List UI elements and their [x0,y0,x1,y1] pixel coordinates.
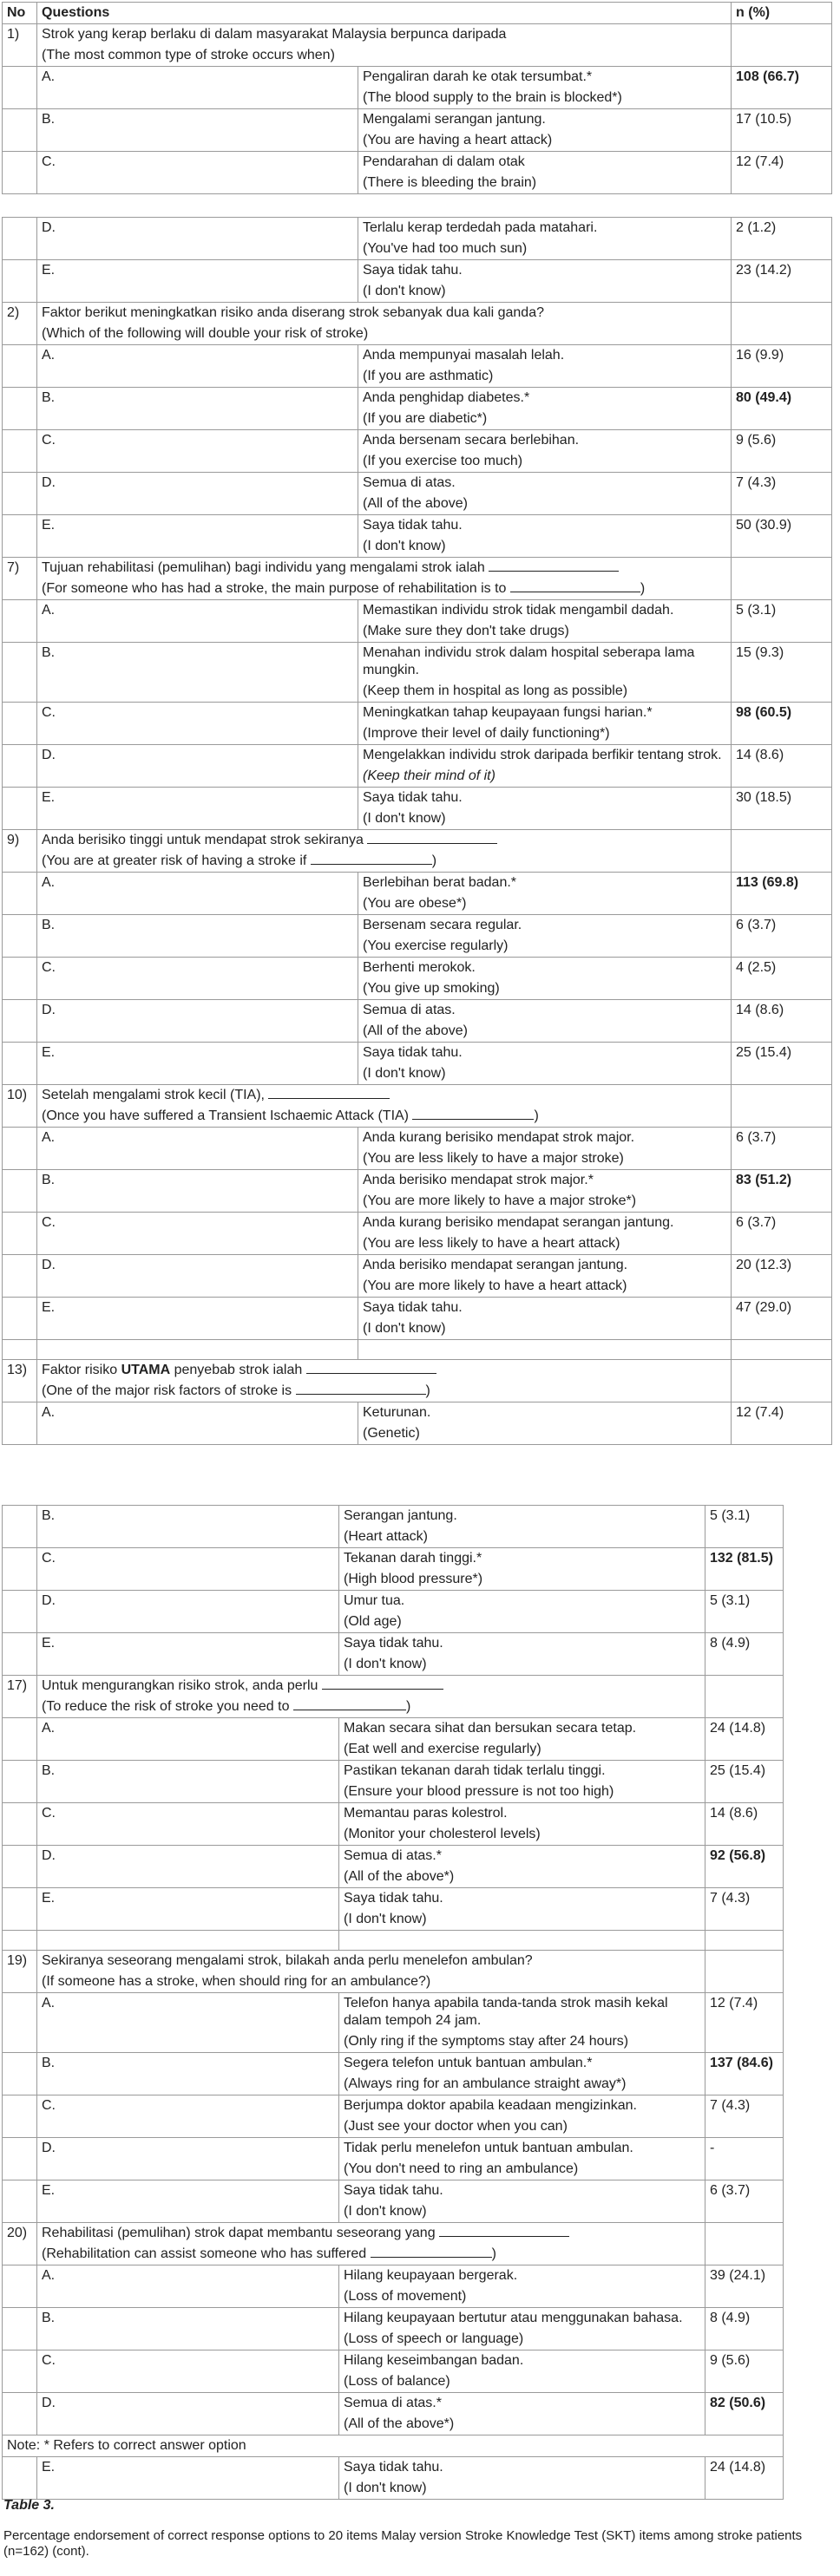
option-english: (Only ring if the symptoms stay after 24 hours) [339,2031,705,2053]
answer-blank [296,1383,426,1395]
option-english: (I don't know) [339,2201,705,2223]
question-english: (To reduce the risk of stroke you need to [42,1699,290,1714]
question-malay: Strok yang kerap berlaku di dalam masyarakat Malaysia berpunca daripada [37,24,732,46]
option-letter: A. [37,1993,339,2032]
option-english: (I don't know) [358,1318,732,1340]
option-letter: A. [37,1402,358,1424]
option-malay: Memastikan individu strok tidak mengambil dadah. [358,600,732,622]
question-number: 7) [3,558,37,579]
option-english: (You've had too much sun) [358,239,732,260]
option-english: (Loss of speech or language) [339,2329,705,2350]
question-malay: Untuk mengurangkan risiko strok, anda perlu [42,1678,318,1693]
table-part-3: B. Serangan jantung. 5 (3.1) (Heart attack) C. Tekanan darah tinggi.* 132 (81.5) (High blood pressure*) D. Umur tua. 5 (3.1) (Old age) E. Saya tidak tahu. 8 (4.9) (I don't know) 17) Untuk mengurangkan risiko strok, anda perlu (To reduce the risk of stroke you need to ) A. Makan secara sihat dan bersukan secara tetap. 24 (14.8) (Eat well and exercise regularly) B. Pastikan tekanan darah tidak terlalu tinggi. 25 (15.4) (Ensure your blood pressure is not too high) C. Memantau paras kolestrol. 14 (8.6) (Monitor your cholesterol levels) D. Semua di atas.* 92 (56.8) (All of the above*) E. Saya tidak tahu. 7 (4.3) (I don't know) 19) Sekiranya seseorang mengalami strok, bilakah anda perlu menelefon ambulan? (If someone has a stroke, when should ring for an ambulance?) A. Telefon hanya apabila tanda-tanda strok masih kekal dalam tempoh 24 jam. 12 (7.4) (Only ring if the symptoms stay after 24 hours) B. Segera telefon untuk bantuan ambulan.* 137 (84.6) (Always ring for an ambulance straight away*) C. Berjumpa doktor apabila keadaan mengizinkan. 7 (4.3) (Just see your doctor when you can) D. Tidak perlu menelefon untuk bantuan ambulan. - (You don't need to ring an ambulance) E. Saya tidak tahu. 6 (3.7) (I don't know) 20) Rehabilitasi (pemulihan) strok dapat membantu seseorang yang (Rehabilitation can assist someone who has suffered ) A. Hilang keupayaan bergerak. 39 (24.1) (Loss of movement) B. Hilang keupayaan bertutur atau menggunakan bahasa. 8 (4.9) (Loss of speech or language) C. Hilang keseimbangan badan. 9 (5.6) (Loss of balance) D. Semua di atas.* 82 (50.6) (All of the above*) Note: * Refers to correct answer option E. Saya tidak tahu. 24 (14.8) (I don't know) [2,1505,784,2500]
option-count: 132 (81.5) [705,1548,784,1570]
option-malay: Anda mempunyai masalah lelah. [358,345,732,367]
question-row [3,303,832,324]
option-row [3,1548,784,1570]
option-letter: D. [37,2138,339,2160]
option-malay: Meningkatkan tahap keupayaan fungsi harian.* [358,703,732,724]
option-letter: A. [37,2265,339,2287]
option-malay: Semua di atas.* [339,1846,705,1867]
option-count: 6 (3.7) [732,1213,832,1234]
option-count: 12 (7.4) [732,152,832,173]
option-letter: A. [37,600,358,622]
option-row [3,958,832,979]
option-malay: Semua di atas. [358,1000,732,1022]
question-row [3,1951,784,1972]
option-english: (You are obese*) [358,893,732,915]
option-letter: B. [37,915,358,937]
option-count: 14 (8.6) [732,1000,832,1022]
option-count: 25 (15.4) [732,1043,832,1064]
option-count: 20 (12.3) [732,1255,832,1277]
option-row [3,1761,784,1782]
option-row [3,703,832,724]
option-row [3,2053,784,2075]
option-count: 4 (2.5) [732,958,832,979]
option-letter: C. [37,1548,339,1570]
question-row [3,558,832,579]
question-number: 1) [3,24,37,46]
option-letter: B. [37,1506,339,1527]
option-malay: Anda bersenam secara berlebihan. [358,430,732,452]
option-english: (I don't know) [339,2478,705,2500]
option-count: 39 (24.1) [705,2265,784,2287]
option-letter: E. [37,515,358,537]
answer-blank [322,1678,443,1690]
option-row [3,345,832,367]
option-row [3,2308,784,2330]
option-count: 30 (18.5) [732,788,832,809]
option-english: (I don't know) [358,808,732,830]
option-malay: Hilang keupayaan bertutur atau menggunakan bahasa. [339,2308,705,2330]
question-english: (Which of the following will double your risk of stroke) [37,324,732,345]
option-row [3,430,832,452]
option-malay: Bersenam secara regular. [358,915,732,937]
question-number: 10) [3,1085,37,1107]
question-row [3,24,832,46]
option-english: (If you exercise too much) [358,451,732,473]
option-malay: Saya tidak tahu. [339,1888,705,1910]
header-n: n (%) [732,3,832,24]
answer-blank [306,1363,436,1374]
option-english: (Eat well and exercise regularly) [339,1739,705,1761]
option-row [3,1128,832,1149]
option-row [3,1718,784,1740]
header-questions: Questions [37,3,732,24]
option-row [3,1170,832,1192]
option-letter: E. [37,260,358,282]
option-count: 5 (3.1) [705,1591,784,1612]
option-count: 6 (3.7) [732,915,832,937]
option-count: 15 (9.3) [732,643,832,682]
option-english: (You are having a heart attack) [358,130,732,152]
option-row [3,1888,784,1910]
option-english: (High blood pressure*) [339,1569,705,1591]
option-letter: A. [37,67,358,88]
option-malay: Memantau paras kolestrol. [339,1803,705,1825]
question-row [3,830,832,852]
option-malay: Saya tidak tahu. [358,1298,732,1319]
option-malay: Hilang keupayaan bergerak. [339,2265,705,2287]
option-english: (Old age) [339,1612,705,1633]
option-row [3,1213,832,1234]
option-count: 16 (9.9) [732,345,832,367]
option-malay: Semua di atas. [358,473,732,494]
option-letter: C. [37,152,358,173]
option-english: (I don't know) [358,536,732,558]
option-count: 6 (3.7) [705,2180,784,2202]
option-count: 108 (66.7) [732,67,832,88]
option-row [3,745,832,767]
option-letter: D. [37,2393,339,2415]
option-row [3,643,832,682]
option-english: (Monitor your cholesterol levels) [339,1824,705,1846]
option-english: (Ensure your blood pressure is not too high) [339,1782,705,1803]
question-english: (If someone has a stroke, when should ring for an ambulance?) [37,1971,705,1993]
option-letter: D. [37,1255,358,1277]
option-row [3,2095,784,2117]
option-malay: Saya tidak tahu. [358,1043,732,1064]
answer-blank [510,581,640,592]
option-english: (Keep their mind of it) [358,766,732,788]
option-english: (Genetic) [358,1423,732,1445]
option-count: 50 (30.9) [732,515,832,537]
option-english: (I don't know) [339,1909,705,1931]
option-row [3,2350,784,2372]
option-letter: B. [37,109,358,131]
option-english: (You are more likely to have a heart attack) [358,1276,732,1298]
option-malay: Anda kurang berisiko mendapat strok major. [358,1128,732,1149]
option-count: 82 (50.6) [705,2393,784,2415]
option-malay: Berhenti merokok. [358,958,732,979]
option-malay: Saya tidak tahu. [358,515,732,537]
option-count: 7 (4.3) [705,1888,784,1910]
option-letter: E. [37,1888,339,1910]
option-english: (I don't know) [358,1063,732,1085]
option-count: 8 (4.9) [705,2308,784,2330]
option-malay: Makan secara sihat dan bersukan secara tetap. [339,1718,705,1740]
question-malay: Setelah mengalami strok kecil (TIA), [42,1088,265,1102]
option-count: 14 (8.6) [705,1803,784,1825]
option-letter: E. [37,1298,358,1319]
option-english: (Just see your doctor when you can) [339,2116,705,2138]
option-row [3,388,832,409]
option-row [3,2265,784,2287]
option-english: (Improve their level of daily functioning*) [358,723,732,745]
option-count: 17 (10.5) [732,109,832,131]
answer-blank [439,2226,569,2237]
table-caption-title: Table 3. [3,2498,55,2513]
option-row [3,1846,784,1867]
question-english: (Rehabilitation can assist someone who has suffered [42,2246,367,2261]
option-malay: Anda penghidap diabetes.* [358,388,732,409]
option-row [3,1402,832,1424]
table-part-1 [2,2,832,194]
option-malay: Saya tidak tahu. [339,2457,705,2479]
option-malay: Saya tidak tahu. [358,788,732,809]
option-row [3,152,832,173]
option-malay: Keturunan. [358,1402,732,1424]
option-english: (You are more likely to have a major stroke*) [358,1191,732,1213]
option-count: 14 (8.6) [732,745,832,767]
question-malay: Tujuan rehabilitasi (pemulihan) bagi individu yang mengalami strok ialah [42,560,485,575]
option-malay: Mengelakkan individu strok daripada berfikir tentang strok. [358,745,732,767]
option-letter: D. [37,1000,358,1022]
question-malay: Anda berisiko tinggi untuk mendapat strok sekiranya [42,833,364,847]
option-count: 25 (15.4) [705,1761,784,1782]
option-letter: A. [37,1718,339,1740]
option-letter: E. [37,788,358,809]
question-number: 19) [3,1951,37,1972]
option-english: (Loss of movement) [339,2286,705,2308]
option-row [3,515,832,537]
option-row [3,1591,784,1612]
option-count: 92 (56.8) [705,1846,784,1867]
option-row [3,788,832,809]
option-malay: Tidak perlu menelefon untuk bantuan ambulan. [339,2138,705,2160]
option-malay: Serangan jantung. [339,1506,705,1527]
option-letter: B. [37,1761,339,1782]
option-letter: C. [37,2350,339,2372]
option-count: 7 (4.3) [705,2095,784,2117]
answer-blank [268,1088,390,1099]
option-count: 9 (5.6) [705,2350,784,2372]
option-english: (All of the above) [358,494,732,515]
option-malay: Saya tidak tahu. [358,260,732,282]
question-number: 20) [3,2223,37,2245]
option-malay: Anda berisiko mendapat serangan jantung. [358,1255,732,1277]
option-letter: D. [37,473,358,494]
option-letter: A. [37,873,358,894]
option-row [3,2457,784,2479]
option-letter: C. [37,1213,358,1234]
emphasis-text: UTAMA [121,1363,171,1377]
option-letter: B. [37,1170,358,1192]
question-number: 17) [3,1676,37,1697]
option-row [3,67,832,88]
option-letter: E. [37,2457,339,2479]
option-english: (You are less likely to have a heart attack) [358,1233,732,1255]
option-letter: E. [37,1633,339,1655]
answer-blank [371,2246,492,2258]
option-row [3,218,832,239]
option-count: - [705,2138,784,2160]
option-count: 9 (5.6) [732,430,832,452]
question-malay: Rehabilitasi (pemulihan) strok dapat membantu seseorang yang [42,2226,436,2240]
option-english: (If you are asthmatic) [358,366,732,388]
note-row [3,2435,784,2457]
option-row [3,1043,832,1064]
option-letter: E. [37,1043,358,1064]
option-malay: Saya tidak tahu. [339,2180,705,2202]
option-count: 2 (1.2) [732,218,832,239]
table-note: Note: * Refers to correct answer option [3,2435,784,2457]
option-row [3,1298,832,1319]
option-count: 24 (14.8) [705,2457,784,2479]
option-row [3,260,832,282]
option-english: (I don't know) [339,1654,705,1676]
option-count: 5 (3.1) [705,1506,784,1527]
option-count: 8 (4.9) [705,1633,784,1655]
question-malay: Faktor berikut meningkatkan risiko anda diserang strok sebanyak dua kali ganda? [37,303,732,324]
option-english: (All of the above*) [339,1867,705,1888]
table-caption-text: Percentage endorsement of correct response options to 20 items Malay version Stroke Knowledge Test (SKT) items among stroke patients (n=162) (cont). [3,2528,803,2559]
option-row [3,1000,832,1022]
option-letter: C. [37,2095,339,2117]
option-row [3,1803,784,1825]
option-count: 6 (3.7) [732,1128,832,1149]
header-no: No [3,3,37,24]
question-row [3,1085,832,1107]
option-malay: Anda berisiko mendapat strok major.* [358,1170,732,1192]
option-letter: C. [37,958,358,979]
option-english: (Make sure they don't take drugs) [358,621,732,643]
option-malay: Mengalami serangan jantung. [358,109,732,131]
question-english: (The most common type of stroke occurs when) [37,45,732,67]
option-malay: Saya tidak tahu. [339,1633,705,1655]
answer-blank [489,560,619,572]
question-english: (For someone who has had a stroke, the main purpose of rehabilitation is to [42,581,507,596]
option-letter: A. [37,345,358,367]
option-count: 5 (3.1) [732,600,832,622]
question-english: (Once you have suffered a Transient Ischaemic Attack (TIA) [42,1108,410,1123]
option-letter: B. [37,2053,339,2075]
option-english: (I don't know) [358,281,732,303]
option-english: (Keep them in hospital as long as possible) [358,681,732,703]
question-number: 13) [3,1360,37,1382]
option-malay: Berlebihan berat badan.* [358,873,732,894]
option-row [3,600,832,622]
spacer-row [3,1340,832,1360]
option-english: (The blood supply to the brain is blocked*) [358,88,732,109]
option-malay: Hilang keseimbangan badan. [339,2350,705,2372]
question-english: (You are at greater risk of having a stroke if [42,853,307,868]
option-malay: Menahan individu strok dalam hospital seberapa lama mungkin. [358,643,732,682]
option-row [3,1506,784,1527]
answer-blank [311,853,432,865]
option-count: 12 (7.4) [732,1402,832,1424]
answer-blank [293,1699,406,1710]
option-malay: Semua di atas.* [339,2393,705,2415]
option-letter: C. [37,1803,339,1825]
option-letter: B. [37,643,358,682]
option-letter: B. [37,388,358,409]
option-letter: B. [37,2308,339,2330]
option-row [3,1255,832,1277]
option-letter: E. [37,2180,339,2202]
option-english: (Always ring for an ambulance straight away*) [339,2074,705,2095]
option-row [3,473,832,494]
option-count: 47 (29.0) [732,1298,832,1319]
option-count: 113 (69.8) [732,873,832,894]
option-malay: Terlalu kerap terdedah pada matahari. [358,218,732,239]
option-count: 7 (4.3) [732,473,832,494]
option-malay: Tekanan darah tinggi.* [339,1548,705,1570]
option-english: (Heart attack) [339,1527,705,1548]
question-row [3,2223,784,2245]
option-letter: D. [37,1846,339,1867]
option-row [3,2180,784,2202]
question-row: 13) Faktor risiko UTAMA penyebab strok ialah [3,1360,832,1382]
option-count: 24 (14.8) [705,1718,784,1740]
question-english: (One of the major risk factors of stroke is [42,1383,292,1398]
option-row [3,1993,784,2032]
question-number: 2) [3,303,37,324]
option-count: 98 (60.5) [732,703,832,724]
option-count: 137 (84.6) [705,2053,784,2075]
option-english: (All of the above*) [339,2414,705,2435]
option-count: 80 (49.4) [732,388,832,409]
option-letter: D. [37,745,358,767]
question-malay: Sekiranya seseorang mengalami strok, bilakah anda perlu menelefon ambulan? [37,1951,705,1972]
option-english: (If you are diabetic*) [358,409,732,430]
option-english: (You give up smoking) [358,978,732,1000]
option-english: (You exercise regularly) [358,936,732,958]
option-letter: D. [37,1591,339,1612]
option-row [3,2393,784,2415]
option-letter: A. [37,1128,358,1149]
option-malay: Telefon hanya apabila tanda-tanda strok masih kekal dalam tempoh 24 jam. [339,1993,705,2032]
option-malay: Pastikan tekanan darah tidak terlalu tinggi. [339,1761,705,1782]
option-malay: Pendarahan di dalam otak [358,152,732,173]
option-row [3,2138,784,2160]
table-header [3,3,832,24]
option-malay: Pengaliran darah ke otak tersumbat.* [358,67,732,88]
option-row [3,1633,784,1655]
option-english: (You are less likely to have a major stroke) [358,1148,732,1170]
option-malay: Anda kurang berisiko mendapat serangan jantung. [358,1213,732,1234]
option-letter: C. [37,703,358,724]
option-letter: D. [37,218,358,239]
spacer-row [3,1931,784,1951]
option-row [3,915,832,937]
option-english: (There is bleeding the brain) [358,173,732,194]
question-number: 9) [3,830,37,852]
option-count: 23 (14.2) [732,260,832,282]
table-part-2: D. Terlalu kerap terdedah pada matahari. 2 (1.2) (You've had too much sun) E. Saya tidak tahu. 23 (14.2) (I don't know) 2) Faktor berikut meningkatkan risiko anda diserang strok sebanyak dua kali ganda? (Which of the following will double your risk of stroke) A. Anda mempunyai masalah lelah. 16 (9.9) (If you are asthmatic) B. Anda penghidap diabetes.* 80 (49.4) (If you are diabetic*) C. Anda bersenam secara berlebihan. 9 (5.6) (If you exercise too much) D. Semua di atas. 7 (4.3) (All of the above) E. Saya tidak tahu. 50 (30.9) (I don't know) 7) Tujuan rehabilitasi (pemulihan) bagi individu yang mengalami strok ialah (For someone who has had a stroke, the main purpose of rehabilitation is to ) A. Memastikan individu strok tidak mengambil dadah. 5 (3.1) (Make sure they don't take drugs) B. Menahan individu strok dalam hospital seberapa lama mungkin. 15 (9.3) (Keep them in hospital as long as possible) C. Meningkatkan tahap keupayaan fungsi harian.* 98 (60.5) (Improve their level of daily functioning*) D. Mengelakkan individu strok daripada berfikir tentang strok. 14 (8.6) (Keep their mind of it) E. Saya tidak tahu. 30 (18.5) (I don't know) 9) Anda berisiko tinggi untuk mendapat strok sekiranya (You are at greater risk of having a stroke if ) A. Berlebihan berat badan.* 113 (69.8) (You are obese*) B. Bersenam secara regular. 6 (3.7) (You exercise regularly) C. Berhenti merokok. 4 (2.5) (You give up smoking) D. Semua di atas. 14 (8.6) (All of the above) E. Saya tidak tahu. 25 (15.4) (I don't know) 10) Setelah mengalami strok kecil (TIA), (Once you have suffered a Transient Ischaemic Attack (TIA) ) A. Anda kurang berisiko mendapat strok major. 6 (3.7) (You are less likely to have a major stroke) B. Anda berisiko mendapat strok major.* 83 (51.2) (You are more likely to have a major stroke*) C. Anda kurang berisiko mendapat serangan jantung. 6 (3.7) (You are less likely to have a heart attack) D. Anda berisiko mendapat serangan jantung. 20 (12.3) (You are more likely to have a heart attack) E. Saya tidak tahu. 47 (29.0) (I don't know) 13) Faktor risiko UTAMA penyebab strok ialah (One of the major risk factors of stroke is ) A. Keturunan. 12 (7.4) (Genetic) [2,217,832,1445]
option-row [3,873,832,894]
option-malay: Berjumpa doktor apabila keadaan mengizinkan. [339,2095,705,2117]
option-malay: Segera telefon untuk bantuan ambulan.* [339,2053,705,2075]
question-row [3,1676,784,1697]
answer-blank [367,833,497,844]
option-english: (All of the above) [358,1021,732,1043]
option-count: 12 (7.4) [705,1993,784,2032]
option-english: (Loss of balance) [339,2371,705,2393]
option-malay: Umur tua. [339,1591,705,1612]
option-count: 83 (51.2) [732,1170,832,1192]
option-letter: C. [37,430,358,452]
option-english: (You don't need to ring an ambulance) [339,2159,705,2180]
answer-blank [412,1108,534,1120]
option-row [3,109,832,131]
